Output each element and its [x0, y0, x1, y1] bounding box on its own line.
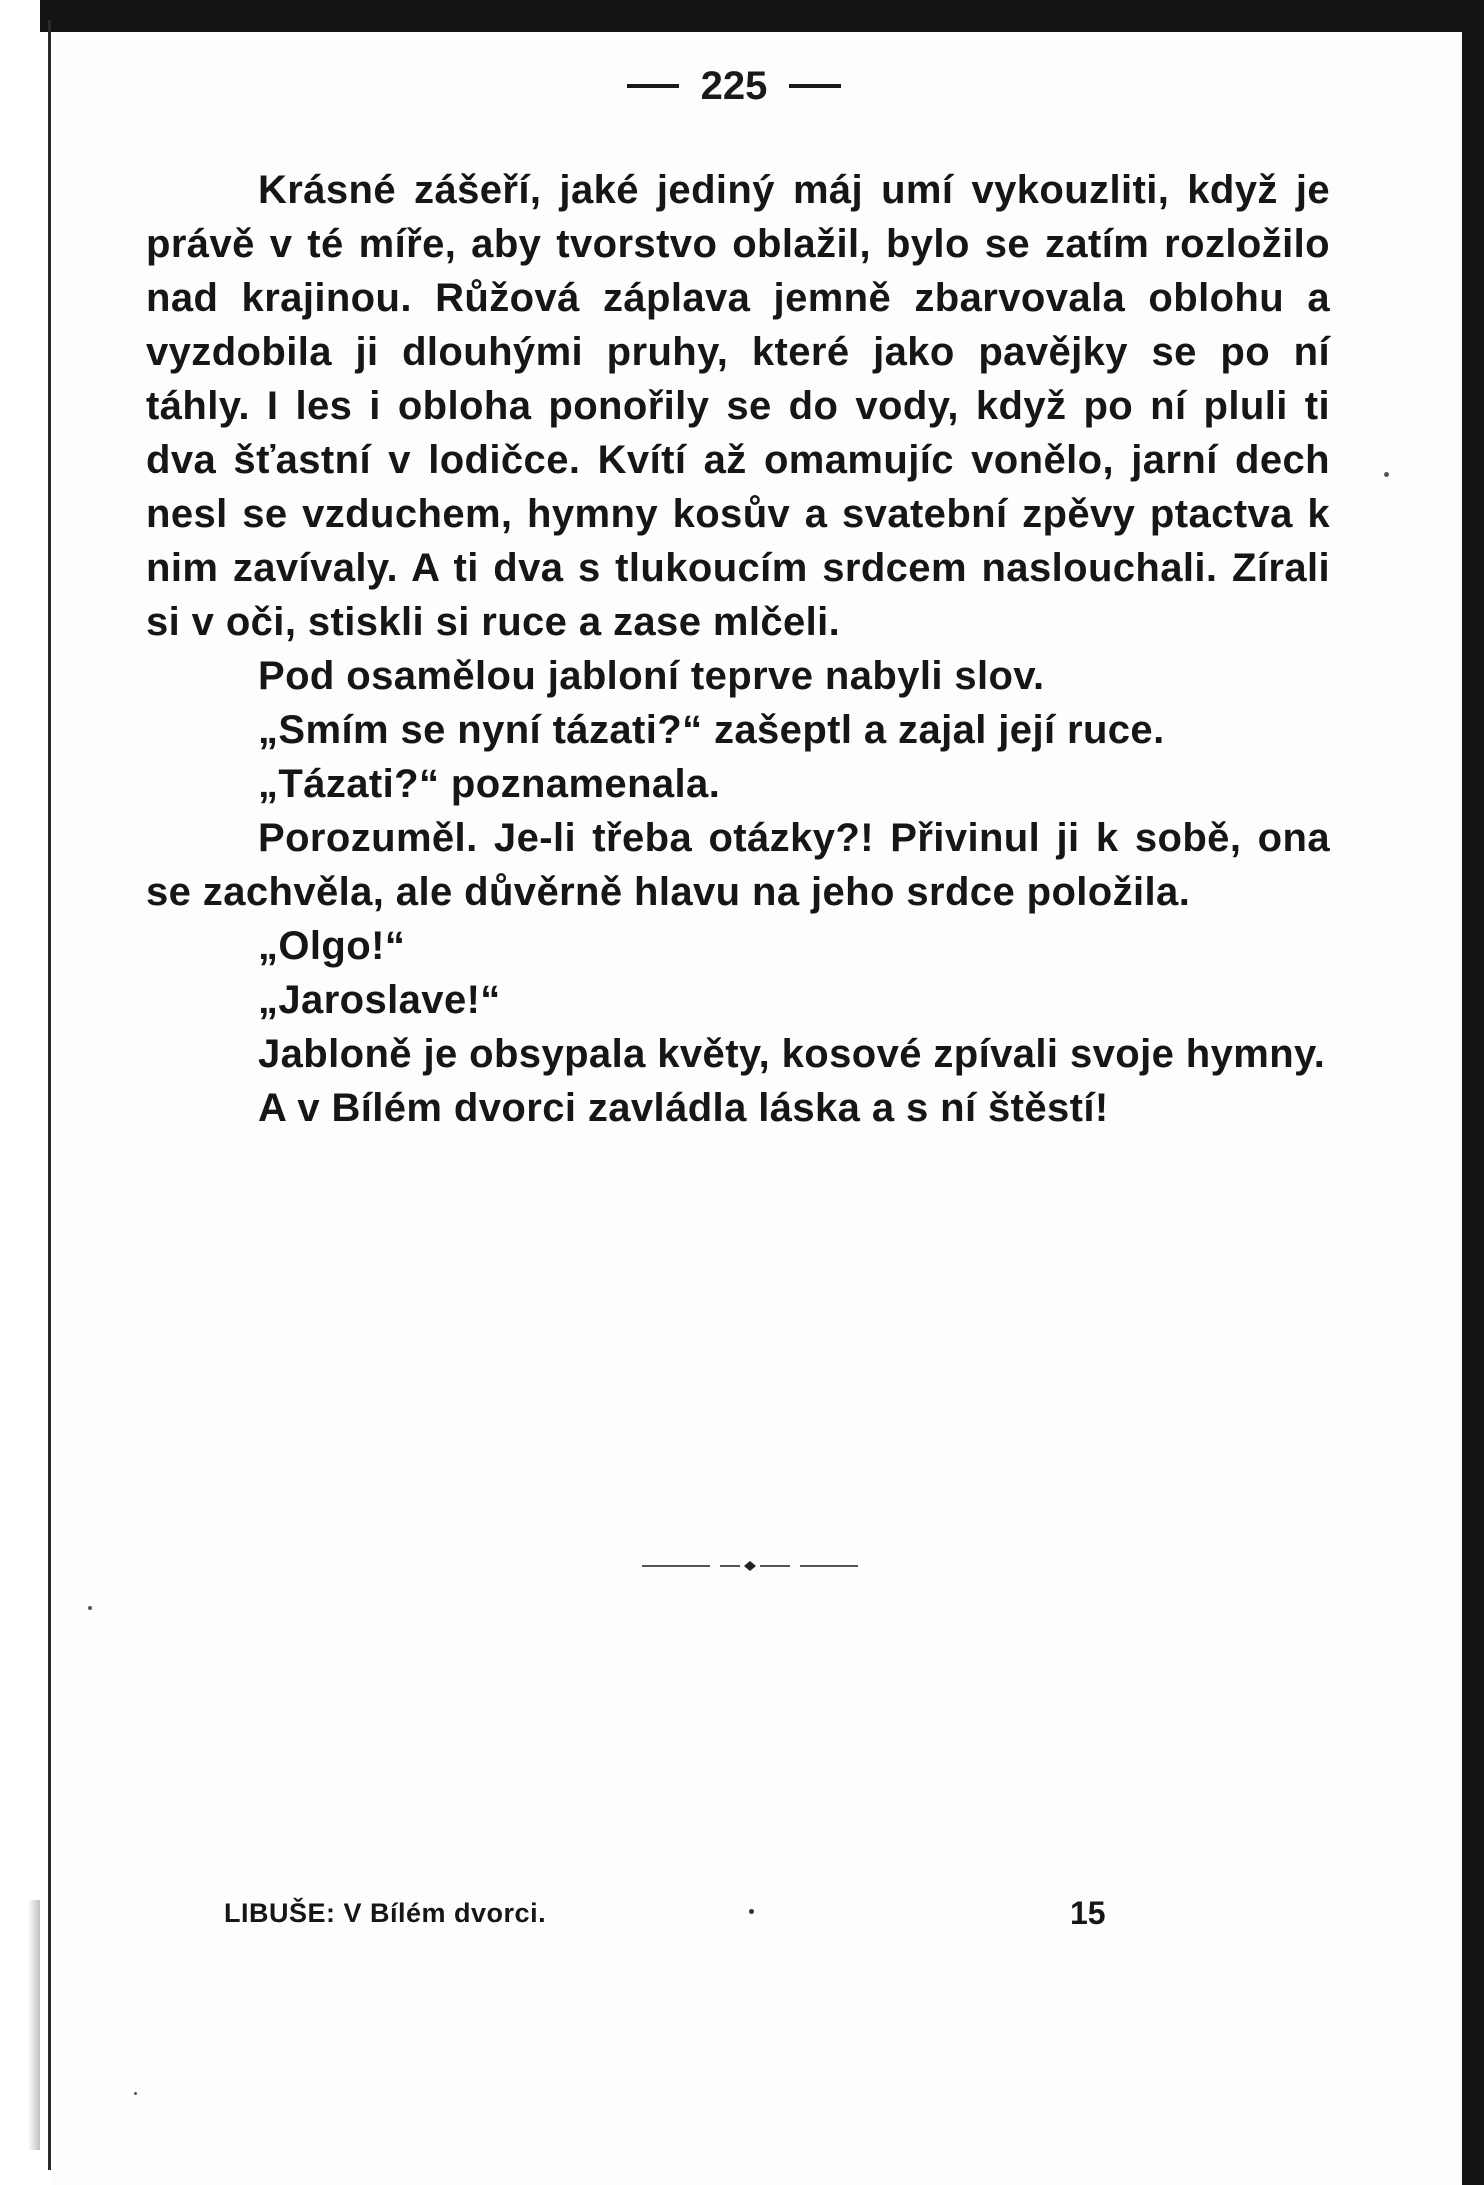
paragraph: Porozuměl. Je-li třeba otázky?! Přivinul ji k sobě, ona se zachvěla, ale důvěrně hlavu na jeho srdce položila.	[146, 816, 1330, 914]
signature-mark: LIBUŠE: V Bílém dvorci.	[224, 1897, 547, 1928]
end-ornament	[640, 1554, 860, 1578]
binding-edge-line	[48, 20, 51, 2170]
scan-border-right	[1462, 0, 1484, 2185]
sheet-number: 15	[1070, 1894, 1106, 1931]
body-text	[146, 163, 1330, 1135]
dash-right	[789, 84, 841, 88]
paragraph: „Smím se nyní tázati?“ zašeptl a zajal její ruce.	[258, 708, 1165, 752]
dash-left	[627, 84, 679, 88]
scan-border-top	[40, 0, 1484, 32]
paper-speck	[1384, 472, 1389, 477]
paragraph: „Jaroslave!“	[258, 978, 501, 1022]
page-header	[604, 58, 864, 114]
page-number: 225	[700, 63, 768, 108]
paragraph: „Tázati?“ poznamenala.	[258, 762, 721, 806]
binding-shadow	[28, 1900, 40, 2150]
paragraph: Jabloně je obsypala květy, kosové zpívali svoje hymny.	[258, 1032, 1326, 1076]
paragraph: Pod osamělou jabloní teprve nabyli slov.	[258, 654, 1045, 698]
paragraph: „Olgo!“	[258, 924, 406, 968]
paper-speck	[134, 2092, 137, 2095]
ornament-divider-icon	[640, 1554, 860, 1578]
paragraph: A v Bílém dvorci zavládla láska a s ní štěstí!	[258, 1086, 1109, 1130]
paper-speck	[88, 1606, 92, 1610]
scan-border-left-mark	[40, 10, 54, 28]
footer-dot	[749, 1909, 754, 1914]
paragraph: Krásné zášeří, jaké jediný máj umí vykouzliti, když je právě v té míře, aby tvorstvo oblažil, bylo se zatím rozložilo nad krajinou. Růžová záplava jemně zbarvovala oblohu a vyzdobila ji dlouhými pruhy, které jako pavějky se po ní táhly. I les i obloha ponořily se do vody, když po ní pluli ti dva šťastní v lodičce. Kvítí až omamujíc vonělo, jarní dech nesl se vzduchem, hymny kosův a svatební zpěvy ptactva k nim zavívaly. A ti dva s tlukoucím srdcem naslouchali. Zírali si v oči, stiskli si ruce a zase mlčeli.	[146, 168, 1330, 644]
